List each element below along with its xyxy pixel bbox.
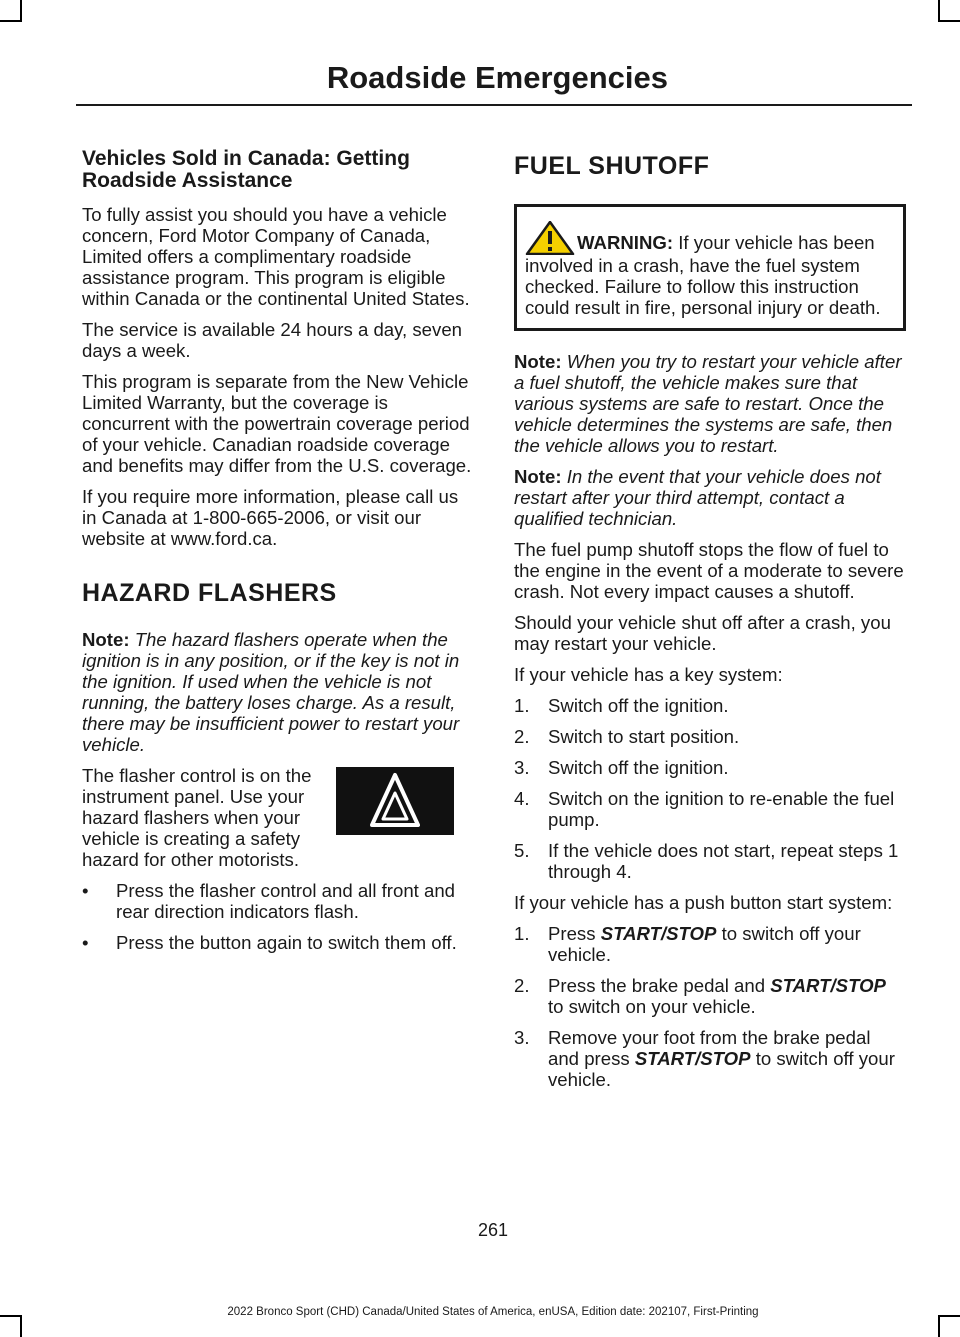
note-label: Note:: [82, 629, 130, 650]
edition-footer: 2022 Bronco Sport (CHD) Canada/United States of America, enUSA, Edition date: 202107, First-Printing: [227, 1306, 759, 1318]
crop-mark: [20, 0, 22, 22]
warning-label: WARNING:: [577, 232, 674, 253]
start-stop-keyword: START/STOP: [600, 923, 717, 944]
warning-triangle-icon: [525, 221, 575, 255]
step-text: Switch on the ignition to re-enable the fuel pump.: [548, 788, 895, 830]
hazard-triangle-icon-glyph: [370, 771, 420, 831]
header-divider: [76, 104, 912, 106]
hazard-control-block: [82, 765, 474, 870]
list-item: [514, 840, 906, 882]
crop-mark: [938, 0, 940, 22]
hazard-note: [82, 629, 474, 755]
list-item: [82, 932, 474, 953]
list-item: [514, 975, 906, 1017]
start-stop-keyword: START/STOP: [634, 1048, 751, 1069]
hazard-triangle-icon: [336, 767, 454, 835]
bullet-marker: •: [82, 932, 89, 953]
fuel-paragraph: Should your vehicle shut off after a crash, you may restart your vehicle.: [514, 612, 891, 654]
step-number: 2.: [514, 726, 530, 747]
step-number: 3.: [514, 757, 530, 778]
warning-box: [514, 204, 906, 331]
hazard-paragraph: The flasher control is on the instrument panel. Use your hazard flashers when your vehicle is creating a safety hazard for other motorists.: [82, 765, 312, 870]
hazard-bullet-list: [82, 880, 474, 953]
section-title: Roadside Emergencies: [326, 60, 668, 95]
step-number: 1.: [514, 923, 530, 944]
canada-paragraph: This program is separate from the New Vehicle Limited Warranty, but the coverage is concurrent with the powertrain coverage period of your vehicle. Canadian roadside coverage and benefits may differ from the U.S. coverage.: [82, 371, 472, 476]
note-text: When you try to restart your vehicle after a fuel shutoff, the vehicle makes sure that various systems are safe to restart. Once the vehicle determines the systems are safe, then the vehicle allows you to restart.: [514, 351, 902, 456]
fuel-shutoff-heading: FUEL SHUTOFF: [514, 152, 710, 180]
fuel-note: [514, 351, 906, 456]
note-label: Note:: [514, 466, 562, 487]
step-text: Switch off the ignition.: [548, 695, 729, 716]
note-text: The hazard flashers operate when the ignition is in any position, or if the key is not in the ignition. If used when the vehicle is not running, the battery loses charge. As a result, there may be insufficient power to restart your vehicle.: [82, 629, 460, 755]
step-number: 5.: [514, 840, 530, 861]
canada-paragraph: If you require more information, please call us in Canada at 1-800-665-2006, or visit our website at www.ford.ca.: [82, 486, 459, 549]
note-text: In the event that your vehicle does not restart after your third attempt, contact a qualified technician.: [514, 466, 881, 529]
page-header: [0, 60, 668, 96]
step-text-post: to switch on your vehicle.: [548, 996, 756, 1017]
step-text-pre: Press the brake pedal and: [548, 975, 771, 996]
list-item: [514, 757, 906, 778]
canada-assistance-heading: Vehicles Sold in Canada: Getting Roadside Assistance: [82, 147, 410, 192]
page-number: 261: [477, 1220, 509, 1240]
canada-paragraph: To fully assist you should you have a vehicle concern, Ford Motor Company of Canada, Limited offers a complimentary roadside assistance program. This program is eligible within Canada or the continental United States.: [82, 204, 470, 309]
left-column: [82, 148, 474, 963]
list-item: [514, 695, 906, 716]
list-item-text: Press the flasher control and all front and rear direction indicators flash.: [116, 880, 456, 922]
fuel-note: [514, 466, 906, 529]
step-text: Switch to start position.: [548, 726, 740, 747]
push-button-steps: [514, 923, 906, 1090]
step-number: 4.: [514, 788, 530, 809]
right-column: [514, 148, 906, 1100]
crop-mark: [20, 1315, 22, 1337]
list-item: [514, 1027, 906, 1090]
step-number: 2.: [514, 975, 530, 996]
canada-paragraph: The service is available 24 hours a day, seven days a week.: [82, 319, 463, 361]
crop-mark: [938, 20, 960, 22]
crop-mark: [0, 20, 22, 22]
step-text-pre: Remove your foot from the brake pedal and press: [548, 1027, 871, 1069]
push-button-intro: If your vehicle has a push button start system:: [514, 892, 893, 913]
step-text-post: to switch off your vehicle.: [548, 1048, 895, 1090]
list-item: [514, 923, 906, 965]
list-item: [514, 726, 906, 747]
step-text: If the vehicle does not start, repeat steps 1 through 4.: [548, 840, 899, 882]
warning-text: If your vehicle has been involved in a crash, have the fuel system checked. Failure to follow this instruction could result in fire, personal injury or death.: [525, 232, 881, 318]
hazard-flashers-heading: HAZARD FLASHERS: [82, 579, 337, 607]
step-text-post: to switch off your vehicle.: [548, 923, 861, 965]
note-label: Note:: [514, 351, 562, 372]
fuel-paragraph: The fuel pump shutoff stops the flow of fuel to the engine in the event of a moderate to severe crash. Not every impact causes a shutoff.: [514, 539, 904, 602]
bullet-marker: •: [82, 880, 89, 901]
step-number: 1.: [514, 695, 530, 716]
step-number: 3.: [514, 1027, 530, 1048]
key-system-intro: If your vehicle has a key system:: [514, 664, 783, 685]
list-item: [82, 880, 474, 922]
step-text: Switch off the ignition.: [548, 757, 729, 778]
list-item: [514, 788, 906, 830]
start-stop-keyword: START/STOP: [770, 975, 886, 996]
crop-mark: [938, 1315, 940, 1337]
step-text-pre: Press: [548, 923, 601, 944]
key-system-steps: [514, 695, 906, 882]
list-item-text: Press the button again to switch them off.: [116, 932, 457, 953]
